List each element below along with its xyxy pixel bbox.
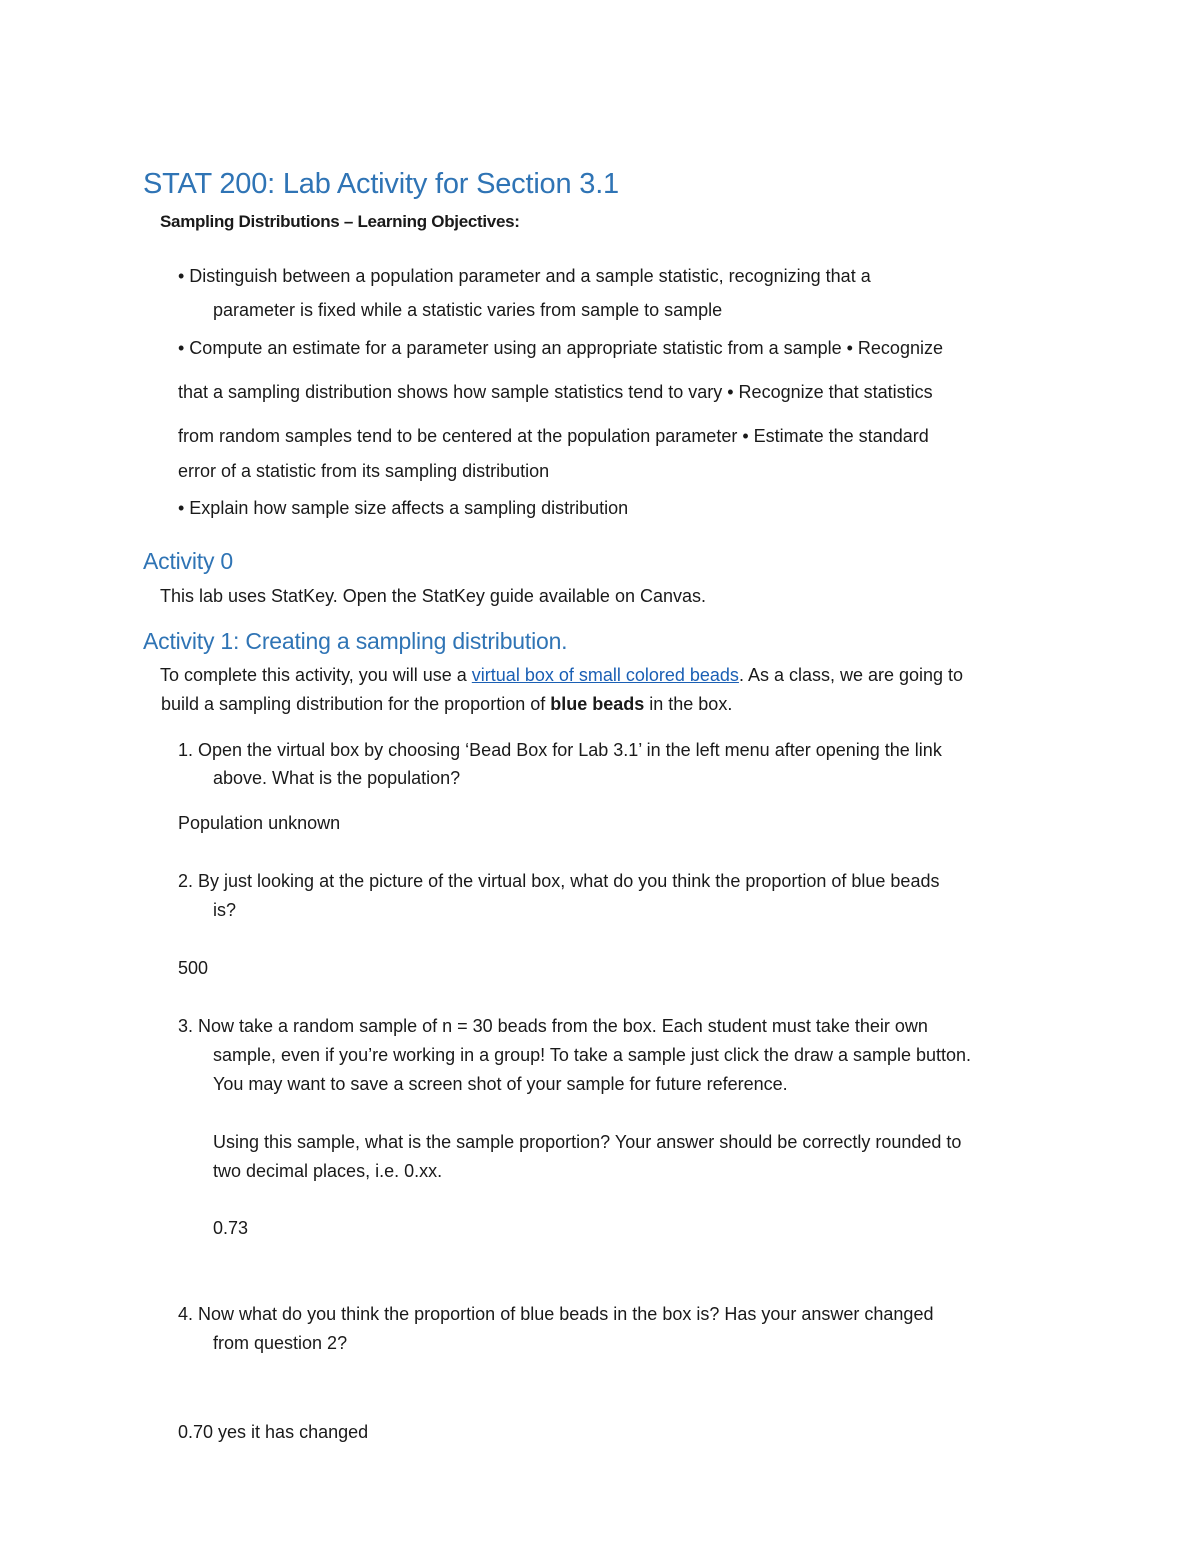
intro2-text-before-bold: build a sampling distribution for the proportion of bbox=[161, 694, 551, 714]
answer-3: 0.73 bbox=[213, 1218, 249, 1238]
objective-line-5: from random samples tend to be centered at the population parameter • Estimate the standard bbox=[178, 426, 929, 446]
answer-2: 500 bbox=[178, 958, 209, 978]
question-3-line-5: two decimal places, i.e. 0.xx. bbox=[213, 1161, 443, 1181]
objective-line-6: error of a statistic from its sampling distribution bbox=[178, 461, 550, 481]
objective-line-2: parameter is fixed while a statistic varies from sample to sample bbox=[213, 300, 723, 320]
answer-1: Population unknown bbox=[178, 813, 341, 833]
question-3-line-3: You may want to save a screen shot of your sample for future reference. bbox=[213, 1074, 788, 1094]
activity-1-heading: Activity 1: Creating a sampling distribution. bbox=[143, 628, 568, 654]
intro-text-before-link: To complete this activity, you will use a bbox=[160, 665, 472, 685]
question-3-line-4: Using this sample, what is the sample proportion? Your answer should be correctly rounded to bbox=[213, 1132, 962, 1152]
activity-1-intro-2 bbox=[161, 692, 732, 716]
activity-1-intro bbox=[160, 663, 963, 687]
objective-line-4: that a sampling distribution shows how sample statistics tend to vary • Recognize that statistics bbox=[178, 382, 933, 402]
intro-text-after-link: . As a class, we are going to bbox=[738, 665, 964, 685]
intro2-text-after-bold: in the box. bbox=[644, 694, 733, 714]
objectives-subtitle: Sampling Distributions – Learning Objectives: bbox=[160, 212, 520, 231]
virtual-bead-box-link[interactable]: virtual box of small colored beads bbox=[471, 665, 739, 685]
activity-0-heading: Activity 0 bbox=[143, 548, 234, 574]
page-title: STAT 200: Lab Activity for Section 3.1 bbox=[143, 168, 619, 200]
question-2-line-1: 2. By just looking at the picture of the virtual box, what do you think the proportion of blue beads bbox=[178, 871, 940, 891]
question-4-line-2: from question 2? bbox=[213, 1333, 348, 1353]
objective-line-1: • Distinguish between a population parameter and a sample statistic, recognizing that a bbox=[178, 266, 871, 286]
question-1-line-2: above. What is the population? bbox=[213, 768, 461, 788]
objective-line-7: • Explain how sample size affects a sampling distribution bbox=[178, 498, 629, 518]
question-4-line-1: 4. Now what do you think the proportion of blue beads in the box is? Has your answer changed bbox=[178, 1304, 934, 1324]
answer-4: 0.70 yes it has changed bbox=[178, 1422, 369, 1442]
question-3-line-2: sample, even if you’re working in a group! To take a sample just click the draw a sample button. bbox=[213, 1045, 972, 1065]
question-2-line-2: is? bbox=[213, 900, 237, 920]
objective-line-3: • Compute an estimate for a parameter using an appropriate statistic from a sample • Recognize bbox=[178, 338, 943, 358]
question-3-line-1: 3. Now take a random sample of n = 30 beads from the box. Each student must take their own bbox=[178, 1016, 928, 1036]
question-1-line-1: 1. Open the virtual box by choosing ‘Bead Box for Lab 3.1’ in the left menu after opening the link bbox=[178, 740, 942, 760]
activity-0-text: This lab uses StatKey. Open the StatKey guide available on Canvas. bbox=[160, 586, 706, 606]
blue-beads-emphasis: blue beads bbox=[550, 694, 645, 714]
